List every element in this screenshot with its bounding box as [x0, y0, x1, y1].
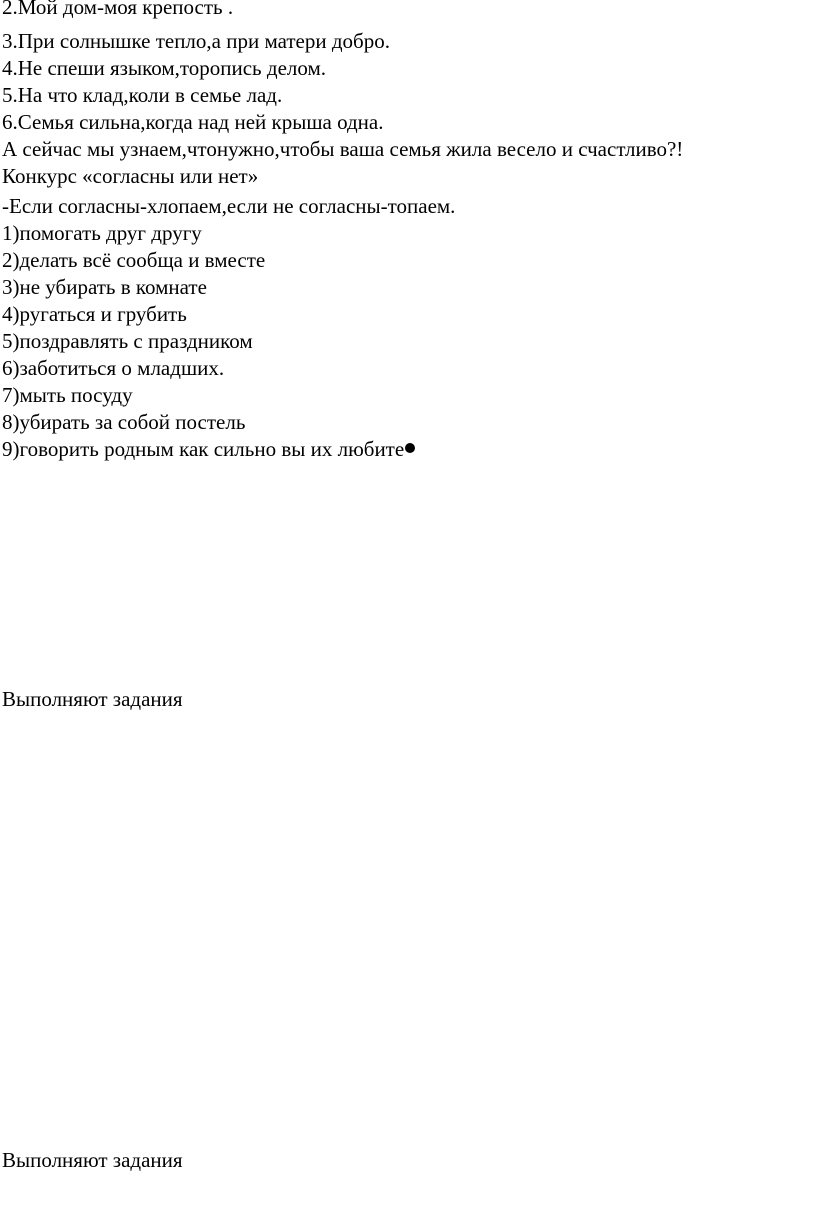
statement-item: 3)не убирать в комнате: [2, 275, 207, 299]
proverb-line: 4.Не спеши языком,торопись делом.: [2, 56, 327, 80]
proverb-line: 2.Мой дом-моя крепость .: [2, 0, 234, 19]
statement-item: 4)ругаться и грубить: [2, 302, 187, 326]
statement-item: 8)убирать за собой постель: [2, 410, 246, 434]
statement-item-last: [2, 436, 415, 463]
statement-item: 2)делать всё сообща и вместе: [2, 248, 266, 272]
statement-item: 5)поздравлять с праздником: [2, 329, 253, 353]
statement-item: 7)мыть посуду: [2, 383, 133, 407]
statement-item: 1)помогать друг другу: [2, 221, 202, 245]
proverb-line: 3.При солнышке тепло,а при матери добро.: [2, 29, 390, 53]
statement-item: 6)заботиться о младших.: [2, 356, 225, 380]
statement-text: 9)говорить родным как сильно вы их любите: [2, 437, 405, 461]
bullet-dot-icon: [405, 443, 415, 453]
intro-text: А сейчас мы узнаем,чтонужно,чтобы ваша семья жила весело и счастливо?!: [2, 137, 684, 161]
proverb-line: 6.Семья сильна,когда над ней крыша одна.: [2, 110, 384, 134]
note-text: Выполняют задания: [2, 1148, 183, 1172]
contest-rule: -Если согласны-хлопаем,если не согласны-топаем.: [2, 194, 456, 218]
contest-title: Конкурс «согласны или нет»: [2, 164, 259, 188]
proverb-line: 5.На что клад,коли в семье лад.: [2, 83, 283, 107]
note-text: Выполняют задания: [2, 687, 183, 711]
